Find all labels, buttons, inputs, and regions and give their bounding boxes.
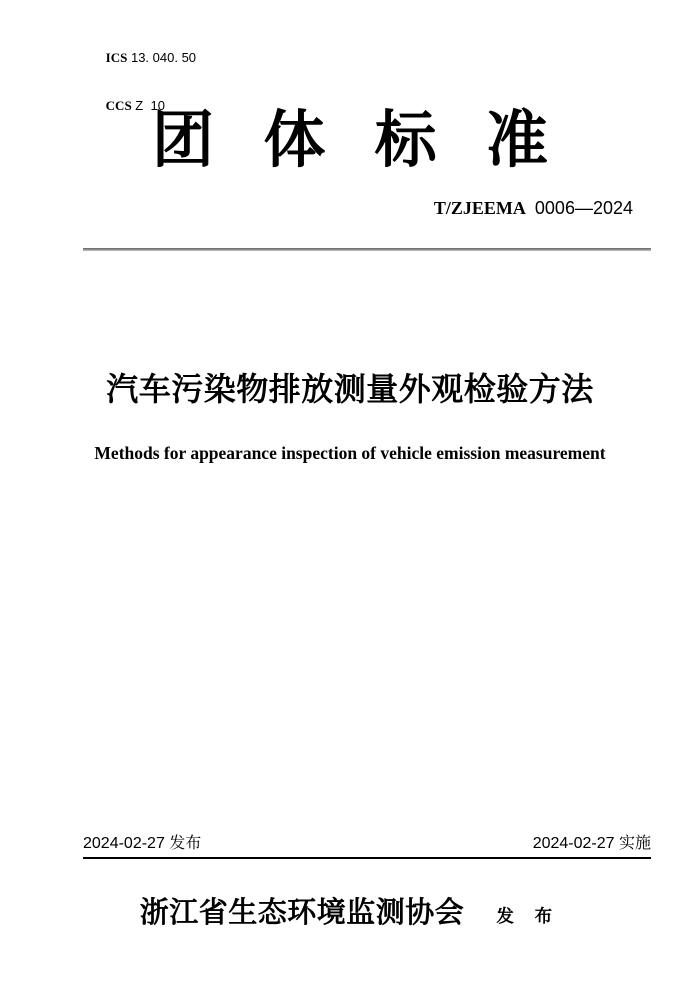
ics-label: ICS bbox=[105, 50, 128, 65]
document-title-cn: 汽车污染物排放测量外观检验方法 bbox=[106, 371, 594, 407]
implementation-date: 2024-02-27 实施 bbox=[532, 835, 651, 852]
doc-type-char-4: 准 bbox=[485, 106, 548, 175]
header-separator-line bbox=[83, 248, 651, 251]
issue-date: 2024-02-27 发布 bbox=[83, 835, 202, 852]
publisher-row bbox=[0, 895, 700, 931]
doc-type-char-2: 体 bbox=[263, 106, 326, 175]
ccs-value: Z 10 bbox=[131, 98, 165, 113]
doc-type-char-1: 团 bbox=[152, 106, 215, 175]
doc-type-char-3: 标 bbox=[374, 106, 437, 175]
standard-number-digits: 0006—2024 bbox=[534, 198, 633, 218]
ics-value: 13. 040. 50 bbox=[127, 50, 197, 65]
standard-number-prefix: T/ZJEEMA bbox=[433, 198, 526, 218]
publish-label: 发 布 bbox=[496, 906, 561, 926]
standard-number bbox=[434, 198, 633, 218]
ics-code-line bbox=[84, 34, 196, 82]
publisher-name: 浙江省生态环境监测协会 bbox=[139, 897, 465, 929]
document-title-en: Methods for appearance inspection of vehicle emission measurement bbox=[94, 443, 606, 463]
ccs-label: CCS bbox=[105, 98, 132, 113]
dates-row bbox=[83, 834, 651, 859]
document-type-title bbox=[152, 106, 548, 175]
